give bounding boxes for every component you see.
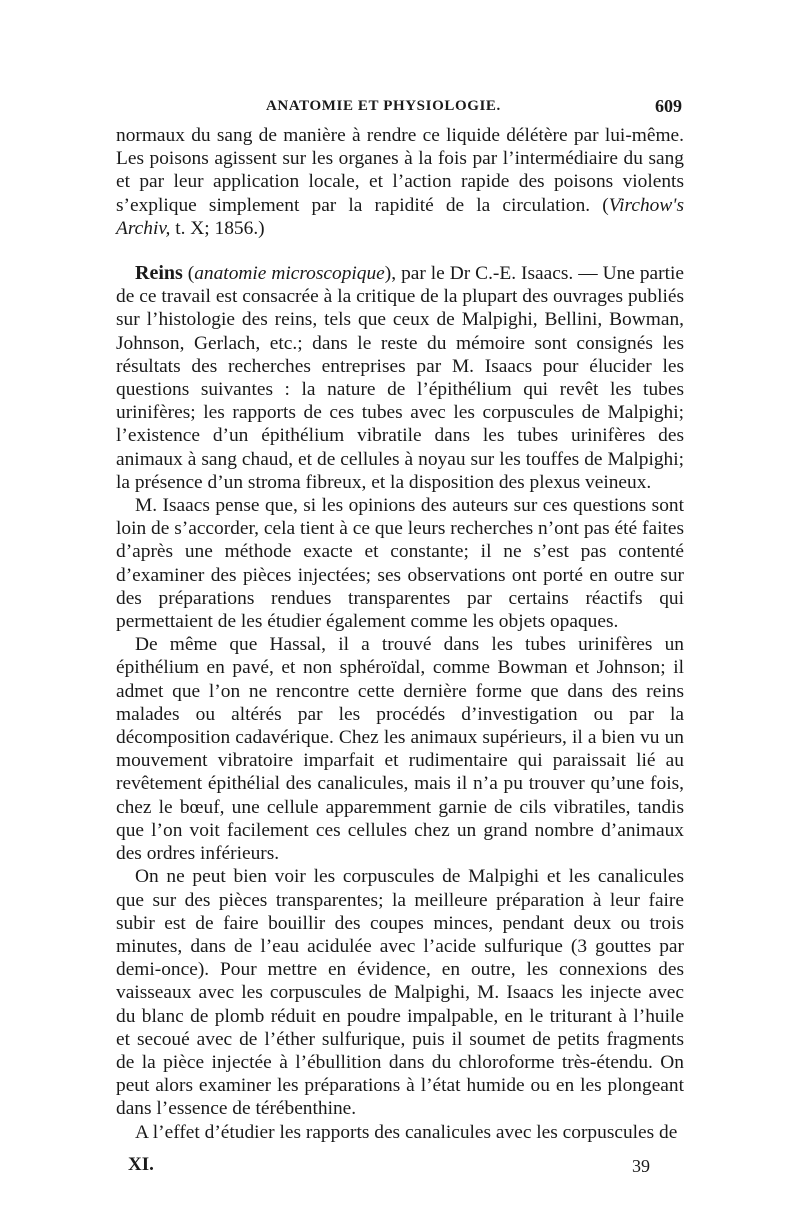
page-header [116,98,682,122]
paragraph-continuation [116,124,684,240]
running-title: ANATOMIE ET PHYSIOLOGIE. [266,98,501,114]
page-number: 609 [655,96,682,116]
signature-mark: XI. [128,1154,154,1175]
paragraph-1-text: normaux du sang de manière à rendre ce liquide délétère par lui-même. Les poisons agissent sur les organes à la fois par l’intermédiaire du sang et par leur application locale, et l’action rapide des poisons violents s’explique simplement par la rapidité de la circulation. ( [116,125,684,216]
paragraph-4: De même que Hassal, il a trouvé dans les tubes urinifères un épithélium en pavé, et non sphéroïdal, comme Bowman et Johnson; il admet que l’on ne rencontre cette dernière forme que dans des reins malades ou altérés par les procédés d’investigation ou par la décomposition cadavérique. Chez les animaux supérieurs, il a bien vu un mouvement vibratoire imparfait et rudimentaire qui paraissait lié au revêtement épithélial des canalicules, mais il n’a pu trouver qu’une fois, chez le bœuf, une cellule apparemment garnie de cils vibratiles, tandis que l’on voit facilement ces cellules chez un grand nombre d’animaux des ordres inférieurs. [116,634,684,865]
paren-open: ( [182,263,195,285]
citation-reference: t. X; 1856.) [170,217,265,239]
paren-close: ), [384,263,402,285]
page-footer [128,1154,650,1180]
citation-journal: Virchow's Archiv, [116,194,684,239]
paragraph-3: M. Isaacs pense que, si les opinions des auteurs sur ces questions sont loin de s’accorder, cela tient à ce que leurs recherches n’ont pas été faites d’après une méthode exacte et constante; il ne s’est pas contenté d’examiner des pièces injectées; ses observations ont porté en outre sur des préparations rendues transparentes par certains réactifs qui permettaient de les étudier également comme les objets opaques. [116,495,684,633]
section-subtitle: anatomie microscopique [194,263,385,285]
section-reins [116,262,684,494]
body-text [116,124,684,1144]
paragraph-6: A l’effet d’étudier les rapports des canalicules avec les corpuscules de [135,1121,678,1143]
section-intro-text: par le Dr C.-E. Isaacs. — Une partie de ce travail est consacrée à la critique de la plupart des ouvrages publiés sur l’histologie des reins, tels que ceux de Malpighi, Bellini, Bowman, Johnson, Gerlach, etc.; dans le reste du mémoire sont consignés les résultats des recherches entreprises par M. Isaacs pour élucider les questions suivantes : la nature de l’épithélium qui revêt les tubes urinifères; les rapports de ces tubes avec les corpuscules de Malpighi; l’existence d’un épithélium vibratile dans les tubes urinifères des animaux à sang chaud, et de cellules à noyau sur les touffes de Malpighi; la présence d’un stroma fibreux, et la disposition des plexus veineux. [116,263,684,493]
sheet-number: 39 [632,1156,650,1176]
section-title: Reins [135,262,183,285]
paragraph-5: On ne peut bien voir les corpuscules de Malpighi et les canalicules que sur des pièces transparentes; la meilleure préparation à leur faire subir est de faire bouillir des coupes minces, pendant deux ou trois minutes, dans de l’eau acidulée avec l’acide sulfurique (3 gouttes par demi-once). Pour mettre en évidence, en outre, les connexions des vaisseaux avec les corpuscules de Malpighi, M. Isaacs les injecte avec du blanc de plomb réduit en poudre impalpable, en le triturant à l’huile et secoué avec de l’éther sulfurique, puis il soumet de petits fragments de la pièce injectée à l’ébullition dans du chloroforme très-étendu. On peut alors examiner les préparations à l’état humide ou en les plongeant dans l’essence de térébenthine. [116,866,684,1120]
